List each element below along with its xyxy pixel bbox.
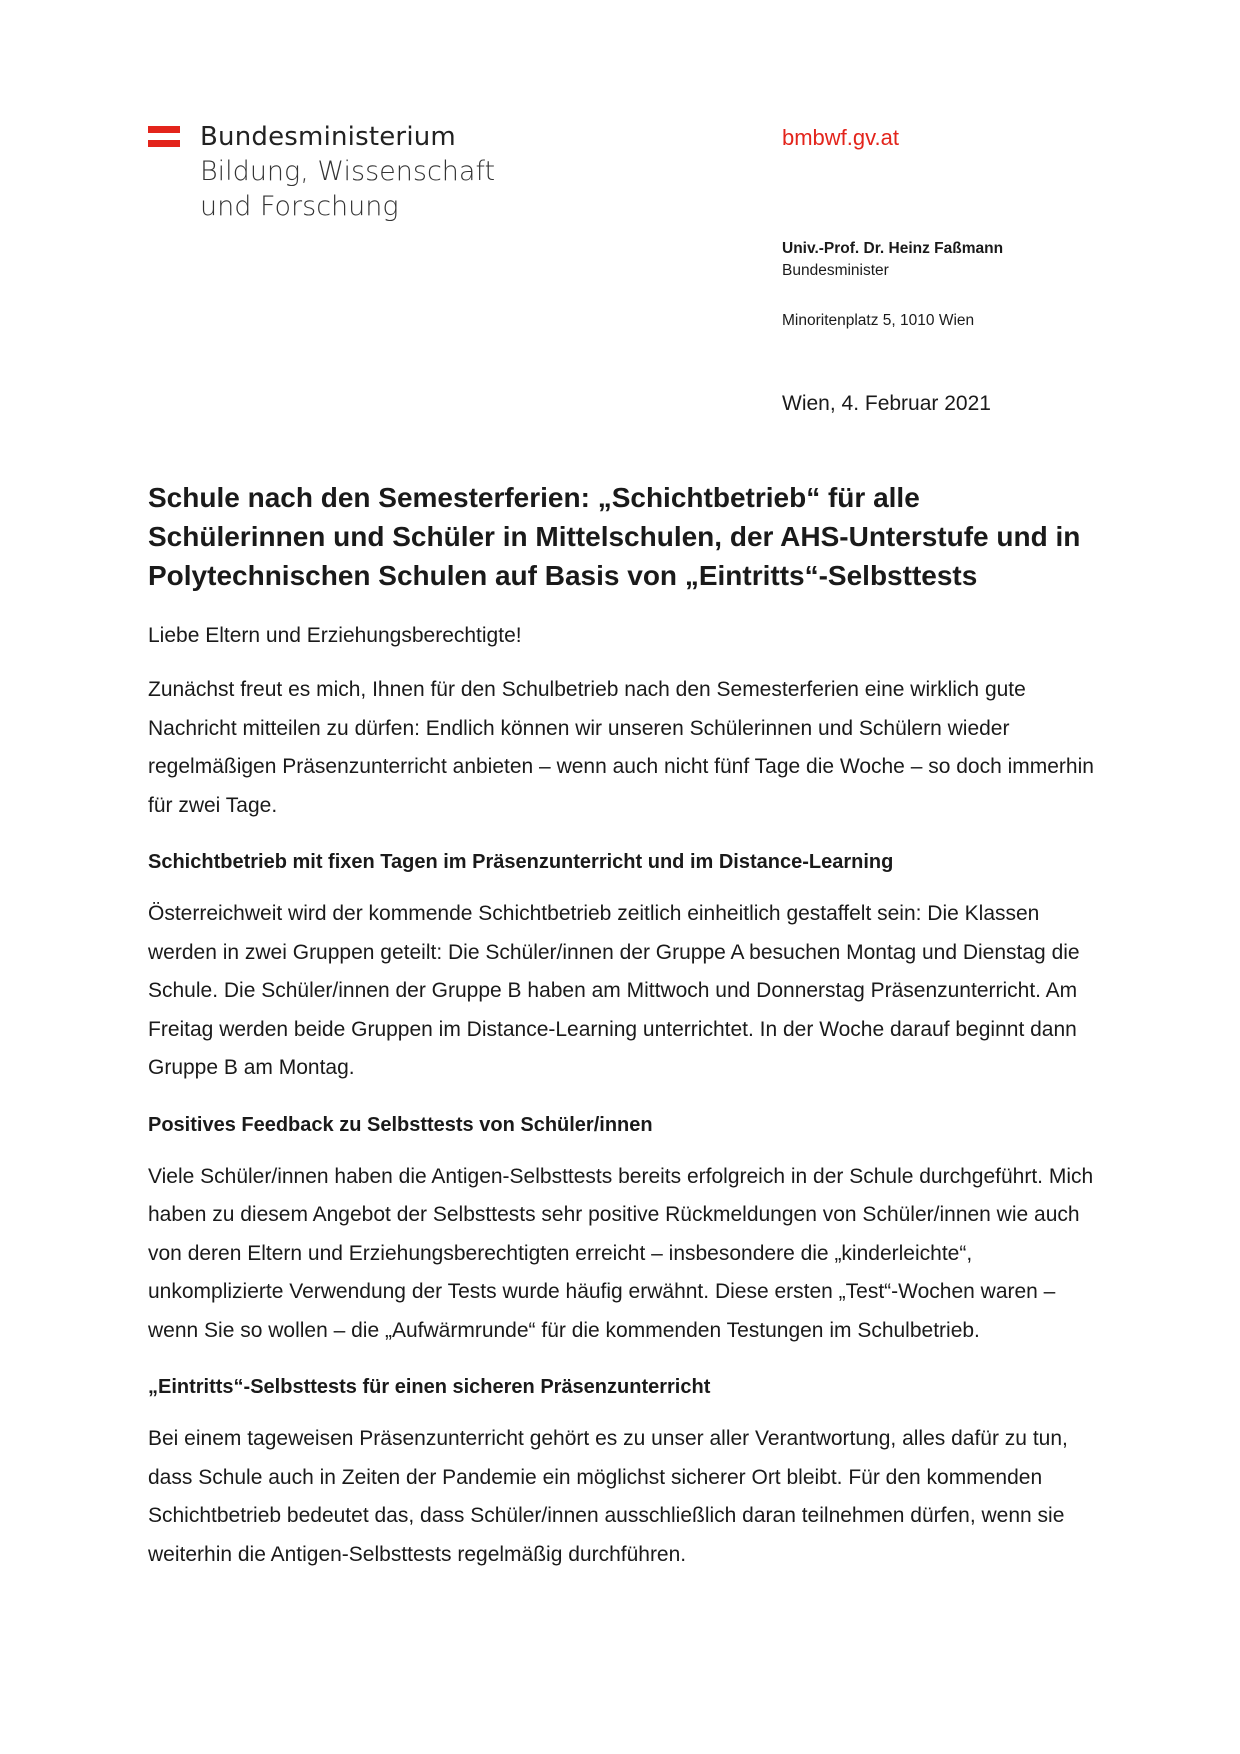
salutation: Liebe Eltern und Erziehungsberechtigte!	[148, 624, 522, 647]
austrian-flag-icon	[148, 126, 180, 148]
section-text-entry-tests: Bei einem tageweisen Präsenzunterricht gehört es zu unser aller Verantwortung, alles dafür zu tun, dass Schule auch in Zeiten der Pandemie ein möglichst sicherer Ort bleibt. Für den kommenden Schichtbetrieb bedeutet das, dass Schüler/innen ausschließlich daran teilnehmen dürfen, wenn sie weiterhin die Antigen-Selbsttests regelmäßig durchführen.	[148, 1427, 1068, 1566]
sender-name: Univ.-Prof. Dr. Heinz Faßmann	[782, 240, 1004, 257]
logo-line-research: und Forschung	[200, 191, 399, 222]
letter-body	[148, 478, 1098, 1592]
letter-title: Schule nach den Semesterferien: „Schichtbetrieb“ für alle Schülerinnen und Schüler in Mittelschulen, der AHS-Unterstufe und in Polytechnischen Schulen auf Basis von „Eintritts“-Selbsttests	[148, 482, 1081, 591]
letter-date: Wien, 4. Februar 2021	[782, 392, 991, 415]
logo-line-ministry: Bundesministerium	[200, 122, 456, 152]
section-heading-entry-tests: „Eintritts“-Selbsttests für einen sicheren Präsenzunterricht	[148, 1376, 711, 1398]
section-text-feedback: Viele Schüler/innen haben die Antigen-Selbsttests bereits erfolgreich in der Schule durchgeführt. Mich haben zu diesem Angebot der Selbsttests sehr positive Rückmeldungen von Schüler/innen wie auch von deren Eltern und Erziehungsberechtigten erreicht – insbesondere die „kinderleichte“, unkomplizierte Verwendung der Tests wurde häufig erwähnt. Diese ersten „Test“-Wochen waren – wenn Sie so wollen – die „Aufwärmrunde“ für die kommenden Testungen im Schulbetrieb.	[148, 1164, 1094, 1342]
section-text-shift-operation: Österreichweit wird der kommende Schichtbetrieb zeitlich einheitlich gestaffelt sein: Die Klassen werden in zwei Gruppen geteilt: Die Schüler/innen der Gruppe A besuchen Montag und Dienstag die Schule. Die Schüler/innen der Gruppe B haben am Mittwoch und Donnerstag Präsenzunterricht. Am Freitag werden beide Gruppen im Distance-Learning unterrichtet. In der Woche darauf beginnt dann Gruppe B am Montag.	[148, 902, 1080, 1079]
logo-wordmark	[200, 120, 495, 224]
sender-role: Bundesminister	[782, 262, 889, 279]
intro-paragraph: Zunächst freut es mich, Ihnen für den Schulbetrieb nach den Semesterferien eine wirklich gute Nachricht mitteilen zu dürfen: Endlich können wir unseren Schülerinnen und Schülern wieder regelmäßigen Präsenzunterricht anbieten – wenn auch nicht fünf Tage die Woche – so doch immerhin für zwei Tage.	[148, 678, 1094, 817]
flag-white-band	[148, 133, 180, 140]
logo-line-education: Bildung, Wissenschaft	[200, 156, 496, 187]
flag-red-band-top	[148, 126, 180, 133]
sender-address: Minoritenplatz 5, 1010 Wien	[782, 312, 975, 329]
section-heading-feedback: Positives Feedback zu Selbsttests von Schüler/innen	[148, 1113, 653, 1136]
section-heading-shift-operation: Schichtbetrieb mit fixen Tagen im Präsenzunterricht und im Distance-Learning	[148, 851, 894, 873]
website-address: bmbwf.gv.at	[782, 125, 899, 150]
flag-red-band-bottom	[148, 140, 180, 147]
sender-block	[782, 238, 1003, 332]
